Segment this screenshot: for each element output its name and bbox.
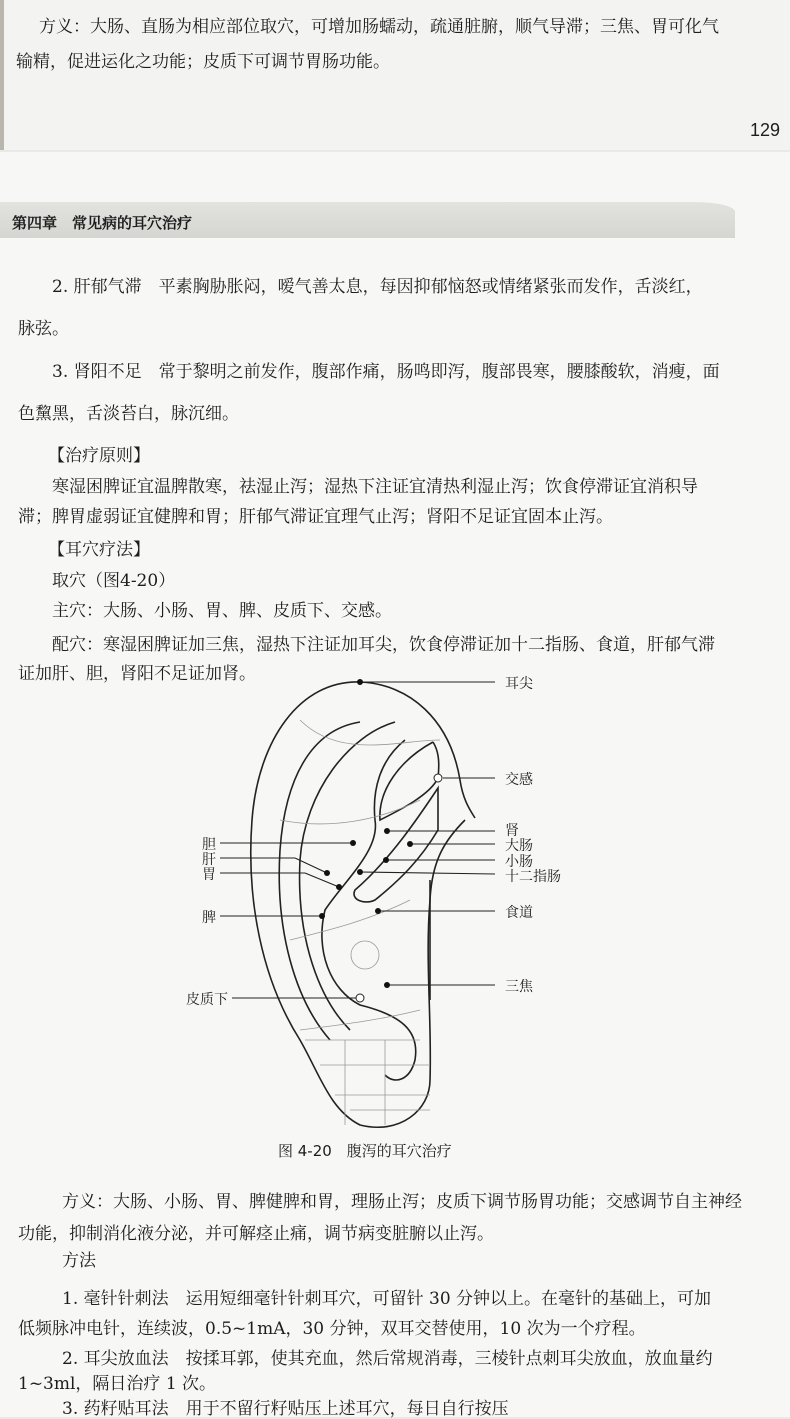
text-line: 主穴：大肠、小肠、胃、脾、皮质下、交感。 (52, 601, 392, 621)
label-esophagus: 食道 (505, 905, 533, 921)
text-line: 方义：大肠、小肠、胃、脾健脾和胃，理肠止泻；皮质下调节肠胃功能；交感调节自主神经 (62, 1192, 742, 1212)
text-line: 取穴（图4-20） (52, 571, 176, 591)
section-heading: 【治疗原则】 (48, 446, 150, 466)
label-gallbladder: 胆 (202, 837, 216, 853)
label-triple-burner: 三焦 (505, 979, 533, 995)
acupoint-dot (357, 679, 363, 685)
text-line: 输精，促进运化之功能；皮质下可调节胃肠功能。 (16, 52, 390, 72)
label-kidney: 肾 (505, 823, 519, 839)
text-line: 功能，抑制消化液分泌，并可解痉止痛，调节病变脏腑以止泻。 (18, 1224, 494, 1244)
chapter-header (0, 202, 735, 238)
text-line: 3. 药籽贴耳法 用于不留行籽贴压上述耳穴，每日自行按压 (62, 1399, 509, 1419)
ear-outline (251, 682, 465, 1127)
page-number: 129 (749, 120, 780, 140)
label-ear-apex: 耳尖 (505, 676, 533, 692)
label-duodenum: 十二指肠 (505, 869, 561, 885)
label-subcortex: 皮质下 (186, 992, 228, 1008)
label-stomach: 胃 (202, 867, 216, 883)
text-line: 2. 肝郁气滞 平素胸胁胀闷，嗳气善太息，每因抑郁恼怒或情绪紧张而发作，舌淡红， (52, 277, 703, 297)
text-line: 配穴：寒湿困脾证加三焦，湿热下注证加耳尖，饮食停滞证加十二指肠、食道，肝郁气滞 (52, 635, 715, 655)
text-line: 色黧黑，舌淡苔白，脉沉细。 (18, 404, 239, 424)
text-line: 方义：大肠、直肠为相应部位取穴，可增加肠蠕动，疏通脏腑，顺气导滞；三焦、胃可化气 (39, 17, 719, 37)
text-line: 滞；脾胃虚弱证宜健脾和胃；肝郁气滞证宜理气止泻；肾阳不足证宜固本止泻。 (18, 507, 613, 527)
ear-diagram (180, 670, 530, 1140)
section-heading: 【耳穴疗法】 (48, 540, 150, 560)
previous-page (0, 0, 790, 150)
text-line: 脉弦。 (18, 319, 69, 339)
label-small-intestine: 小肠 (505, 854, 533, 870)
chapter-title: 第四章 常见病的耳穴治疗 (12, 214, 193, 232)
text-line: 1. 毫针针刺法 运用短细毫针针刺耳穴，可留针 30 分钟以上。在毫针的基础上，可加 (62, 1289, 712, 1309)
text-line: 低频脉冲电针，连续波，0.5~1mA，30 分钟，双耳交替使用，10 次为一个疗程。 (18, 1319, 646, 1339)
text-line: 1~3ml，隔日治疗 1 次。 (18, 1374, 217, 1394)
label-sympathetic: 交感 (505, 772, 533, 788)
text-line: 证加肝、胆，肾阳不足证加肾。 (18, 664, 256, 684)
label-liver: 肝 (202, 852, 216, 868)
text-line: 3. 肾阳不足 常于黎明之前发作，腹部作痛，肠鸣即泻，腹部畏寒，腰膝酸软，消瘦，面 (52, 362, 720, 382)
text-line: 2. 耳尖放血法 按揉耳郭，使其充血，然后常规消毒，三棱针点刺耳尖放血，放血量约 (62, 1349, 713, 1369)
text-line: 寒湿困脾证宜温脾散寒，祛湿止泻；湿热下注证宜清热利湿止泻；饮食停滞证宜消积导 (52, 477, 698, 497)
figure-caption: 图 4-20 腹泻的耳穴治疗 (278, 1142, 452, 1160)
label-spleen: 脾 (202, 910, 216, 926)
label-large-intestine: 大肠 (505, 838, 533, 854)
text-line: 方法 (62, 1251, 96, 1271)
